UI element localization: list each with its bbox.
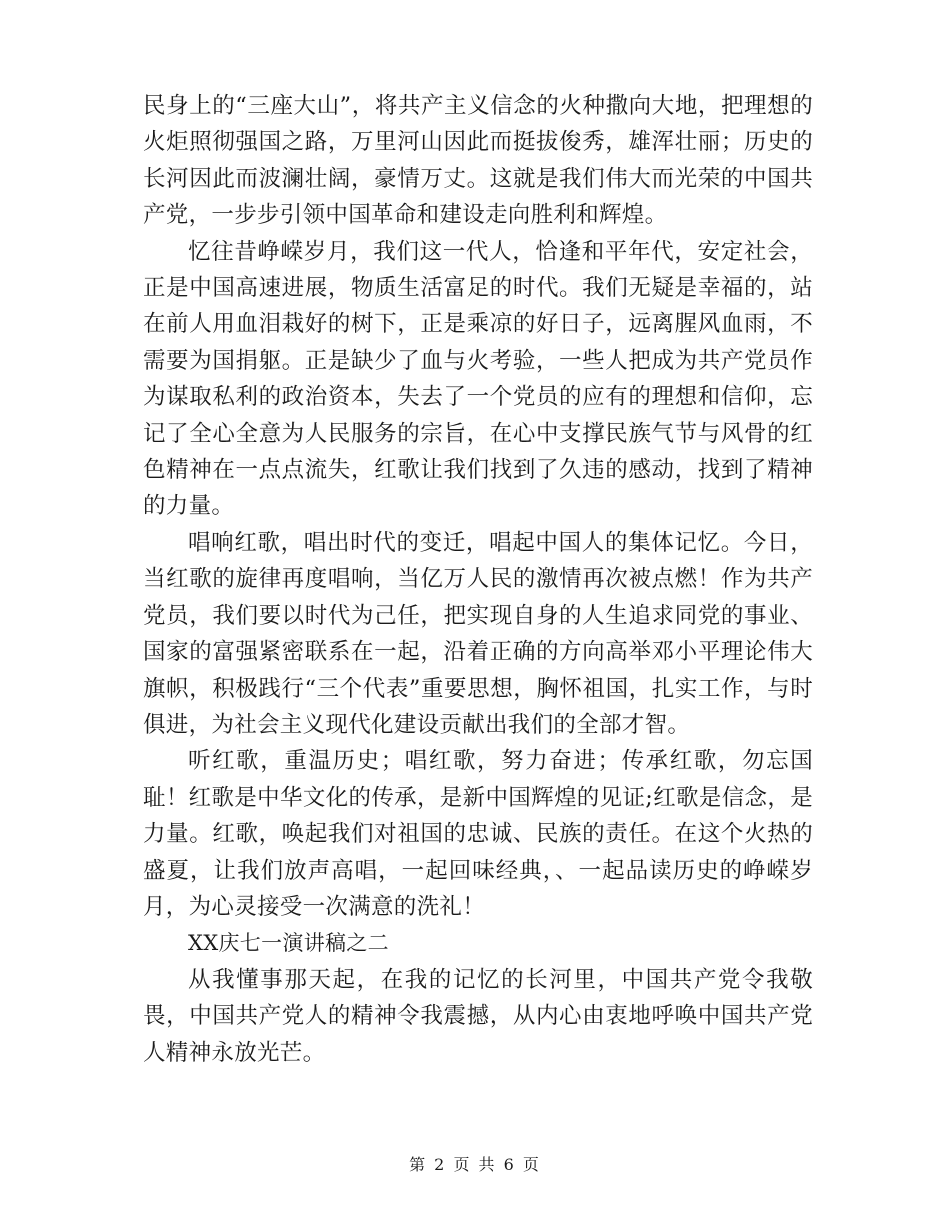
section-heading: XX庆七一演讲稿之二 bbox=[188, 931, 389, 956]
paragraph-2: 忆往昔峥嵘岁月，我们这一代人，恰逢和平年代，安定社会，正是中国高速进展，物质生活富足的时代。我们无疑是幸福的，站在前人用血泪栽好的树下，正是乘凉的好日子，远离腥风血雨，不需要为国捐躯。正是缺少了血与火考验，一些人把成为共产党员作为谋取私利的政治资本，失去了一个党员的应有的理想和信仰，忘记了全心全意为人民服务的宗旨，在心中支撑民族气节与风骨的红色精神在一点点流失，红歌让我们找到了久违的感动，找到了精神的力量。 bbox=[143, 238, 813, 520]
paragraph-4: 听红歌，重温历史；唱红歌，努力奋进；传承红歌，勿忘国耻！红歌是中华文化的传承，是新中国辉煌的见证;红歌是信念，是力量。红歌，唤起我们对祖国的忠诚、民族的责任。在这个火热的盛夏，让我们放声高唱，一起回味经典，、一起品读历史的峥嵘岁月，为心灵接受一次满意的洗礼！ bbox=[143, 748, 813, 920]
paragraph-3: 唱响红歌，唱出时代的变迁，唱起中国人的集体记忆。今日，当红歌的旋律再度唱响，当亿万人民的激情再次被点燃！作为共产党员，我们要以时代为己任，把实现自身的人生追求同党的事业、国家的富强紧密联系在一起，沿着正确的方向高举邓小平理论伟大旗帜，积极践行“三个代表”重要思想，胸怀祖国，扎实工作，与时俱进，为社会主义现代化建设贡献出我们的全部才智。 bbox=[143, 529, 813, 738]
paragraph-5: 从我懂事那天起，在我的记忆的长河里，中国共产党令我敬畏，中国共产党人的精神令我震撼，从内心由衷地呼唤中国共产党人精神永放光芒。 bbox=[143, 966, 813, 1066]
document-body bbox=[143, 88, 813, 1071]
page-number-footer: 第 2 页 共 6 页 bbox=[409, 1155, 541, 1174]
paragraph-1: 民身上的“三座大山”，将共产主义信念的火种撒向大地，把理想的火炬照彻强国之路，万里河山因此而挺拔俊秀，雄浑壮丽；历史的长河因此而波澜壮阔，豪情万丈。这就是我们伟大而光荣的中国共产党，一步步引领中国革命和建设走向胜利和辉煌。 bbox=[143, 93, 813, 229]
